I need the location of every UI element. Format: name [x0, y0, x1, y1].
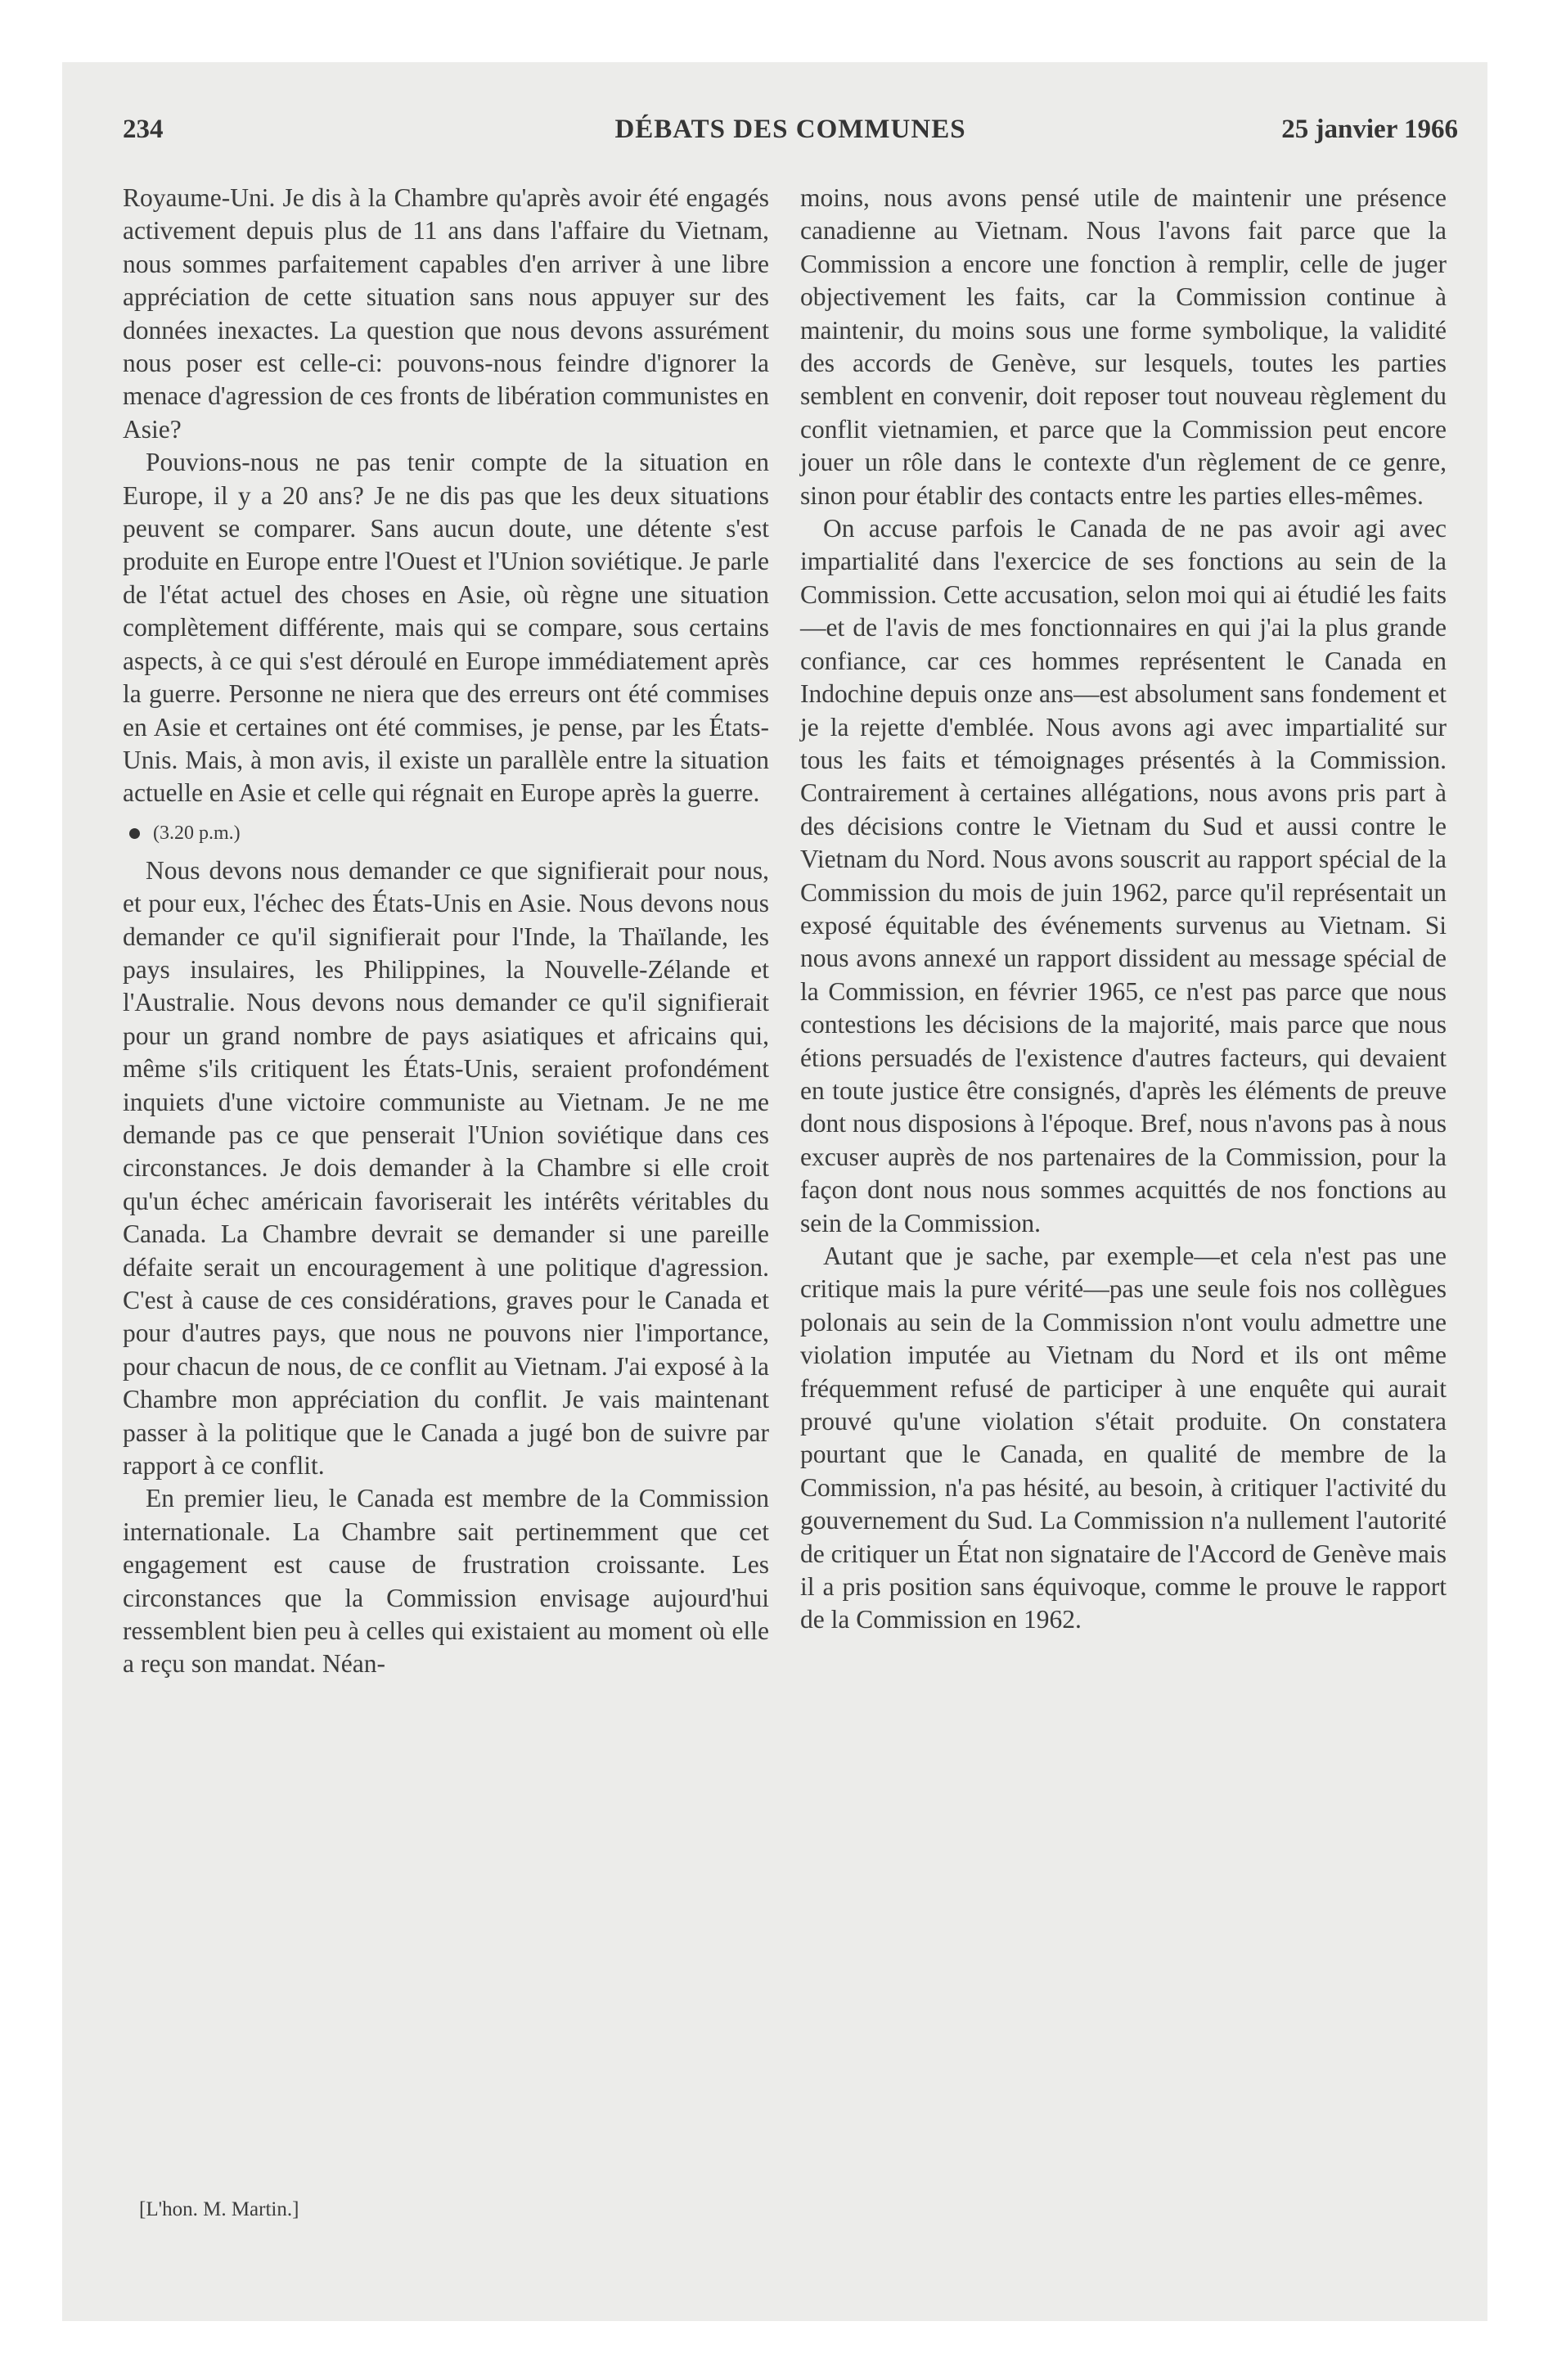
time-stamp-text: (3.20 p.m.) — [153, 822, 241, 844]
paragraph: En premier lieu, le Canada est membre de la Commission internationale. La Chambre sait pertinemment que cet engagement est cause de frustration croissante. Les circonstances que la Commission envisage aujourd'hui ressemblent bien peu à celles qui existaient au moment où elle a reçu son mandat. Néan- — [123, 1484, 769, 1679]
speaker-attribution: [L'hon. M. Martin.] — [139, 2198, 299, 2220]
page-number: 234 — [123, 115, 164, 144]
paragraph: On accuse parfois le Canada de ne pas avoir agi avec impartialité dans l'exercice de ses fonctions au sein de la Commission. Cette accusation, selon moi qui ai étudié les faits —et de l'avis de mes fonctionnaires en qui j'ai la plus grande confiance, car ces hommes représentent le Canada en Indochine depuis onze ans—est absolument sans fondement et je la rejette d'emblée. Nous avons agi avec impartialité sur tous les faits et témoignages présentés à la Commission. Contrairement à certaines allégations, nous avons pris part à des décisions contre le Vietnam du Sud et aussi contre le Vietnam du Nord. Nous avons souscrit au rapport spécial de la Commission du mois de juin 1962, parce qu'il représentait un exposé équitable des événements survenus au Vietnam. Si nous avons annexé un rapport dissident au message spécial de la Commission, en février 1965, ce n'est pas parce que nous contestions les décisions de la majorité, mais parce que nous étions persuadés de l'existence d'autres facteurs, qui devaient en toute justice être consignés, d'après les éléments de preuve dont nous disposions à l'époque. Bref, nous n'avons pas à nous excuser auprès de nos partenaires de la Commission, pour la façon dont nous nous sommes acquittés de nos fonctions au sein de la Commission. — [800, 514, 1447, 1237]
left-column — [123, 182, 769, 1681]
paragraph: Royaume-Uni. Je dis à la Chambre qu'après avoir été engagés activement depuis plus de 11 ans dans l'affaire du Vietnam, nous sommes parfaitement capables d'en arriver à une libre appréciation de cette situation sans nous appuyer sur des données inexactes. La question que nous devons assurément nous poser est celle-ci: pouvons-nous feindre d'ignorer la menace d'agression de ces fronts de libération communistes en Asie? — [123, 183, 769, 444]
paragraph: Nous devons nous demander ce que signifierait pour nous, et pour eux, l'échec des États-Unis en Asie. Nous devons nous demander ce qu'il signifierait pour l'Inde, la Thaïlande, les pays insulaires, les Philippines, la Nouvelle-Zélande et l'Australie. Nous devons nous demander ce qu'il signifierait pour un grand nombre de pays asiatiques et africains qui, même s'ils critiquent les États-Unis, seraient profondément inquiets d'une victoire communiste au Vietnam. Je ne me demande pas ce que penserait l'Union soviétique dans ces circonstances. Je dois demander à la Chambre si elle croit qu'un échec américain favoriserait les intérêts véritables du Canada. La Chambre devrait se demander si une pareille défaite serait un encouragement à une politique d'agression. C'est à cause de ces considérations, graves pour le Canada et pour d'autres pays, que nous ne pouvons nier l'importance, pour chacun de nous, de ce conflit au Vietnam. J'ai exposé à la Chambre mon appréciation du conflit. Je vais maintenant passer à la politique que le Canada a jugé bon de suivre par rapport à ce conflit. — [123, 855, 769, 1481]
page-header — [123, 115, 1458, 156]
bullet-icon — [129, 828, 140, 839]
right-column — [800, 182, 1447, 1637]
issue-date: 25 janvier 1966 — [1281, 115, 1458, 144]
paragraph: Autant que je sache, par exemple—et cela n'est pas une critique mais la pure vérité—pas une seule fois nos collègues polonais au sein de la Commission n'ont voulu admettre une violation imputée au Vietnam du Nord et ils ont même fréquemment refusé de participer à une enquête qui aurait prouvé qu'une violation s'était produite. On constatera pourtant que le Canada, en qualité de membre de la Commission, n'a pas hésité, au besoin, à critiquer l'activité du gouvernement du Sud. La Commission n'a nullement l'autorité de critiquer un État non signataire de l'Accord de Genève mais il a pris position sans équivoque, comme le prouve le rapport de la Commission en 1962. — [800, 1242, 1447, 1634]
paragraph: Pouvions-nous ne pas tenir compte de la situation en Europe, il y a 20 ans? Je ne dis pas que les deux situations peuvent se comparer. Sans aucun doute, une détente s'est produite en Europe entre l'Ouest et l'Union soviétique. Je parle de l'état actuel des choses en Asie, où règne une situation complètement différente, mais qui se compare, sous certains aspects, à ce qui s'est déroulé en Europe immédiatement après la guerre. Personne ne niera que des erreurs ont été commises en Asie et certaines ont été commises, je pense, par les États-Unis. Mais, à mon avis, il existe un parallèle entre la situation actuelle en Asie et celle qui régnait en Europe après la guerre. — [123, 448, 769, 808]
journal-title: DÉBATS DES COMMUNES — [614, 115, 966, 144]
time-stamp — [123, 817, 769, 850]
paragraph: moins, nous avons pensé utile de maintenir une présence canadienne au Vietnam. Nous l'avons fait parce que la Commission a encore une fonction à remplir, celle de juger objectivement les faits, car la Commission continue à maintenir, du moins sous une forme symbolique, la validité des accords de Genève, sur lesquels, toutes les parties semblent en convenir, doit reposer tout nouveau règlement du conflit vietnamien, et parce que la Commission peut encore jouer un rôle dans le contexte d'un règlement de ce genre, sinon pour établir des contacts entre les parties elles-mêmes. — [800, 183, 1447, 510]
